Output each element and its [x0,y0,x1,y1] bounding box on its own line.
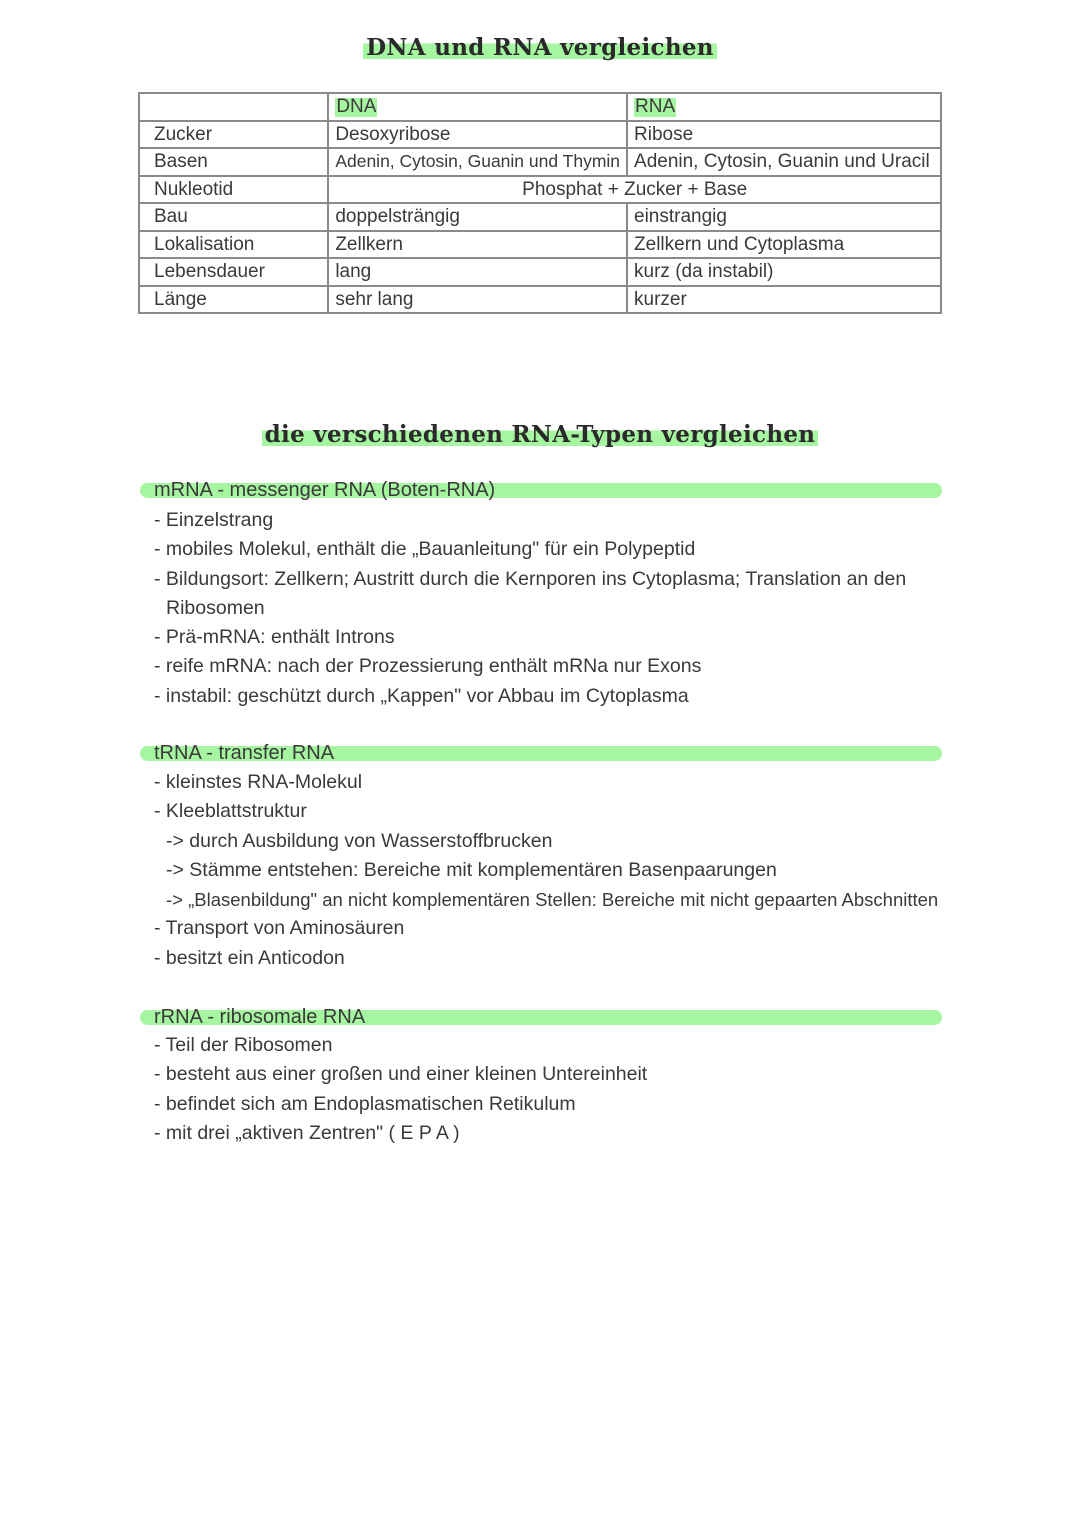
table-cell: Desoxyribose [328,121,627,149]
table-cell: Zellkern [328,231,627,259]
list-item: - reife mRNA: nach der Prozessierung enthält mRNa nur Exons [154,655,702,678]
table-cell: kurz (da instabil) [627,258,941,286]
list-item: - Bildungsort: Zellkern; Austritt durch die Kernporen ins Cytoplasma; Translation an den [154,567,907,590]
table-row [139,148,941,176]
row-label: Zucker [139,121,328,149]
table-cell: Ribose [627,121,941,149]
mrna-heading: mRNA - messenger RNA (Boten-RNA) [154,479,496,501]
table-row [139,286,941,314]
page-title-text: DNA und RNA vergleichen [363,34,717,61]
table-cell: kurzer [627,286,941,314]
list-item: - mit drei „aktiven Zentren" ( E P A ) [154,1121,460,1144]
row-label: Lokalisation [139,231,328,259]
table-cell: doppelsträngig [328,203,627,231]
section-title-text: die verschiedenen RNA-Typen vergleichen [262,421,819,448]
table-header-row [139,93,941,121]
list-item: - besteht aus einer großen und einer kleinen Untereinheit [154,1063,648,1086]
table-cell: Adenin, Cytosin, Guanin und Thymin [328,148,627,176]
list-item: - besitzt ein Anticodon [154,946,345,969]
rrna-heading: rRNA - ribosomale RNA [154,1006,366,1028]
table-cell: lang [328,258,627,286]
list-item: -> „Blasenbildung" an nicht komplementären Stellen: Bereiche mit nicht gepaarten Abschnitten [166,889,939,911]
table-cell: Adenin, Cytosin, Guanin und Uracil [627,148,941,176]
list-item: - Teil der Ribosomen [154,1034,333,1056]
table-row [139,176,941,204]
page-title [0,34,1080,61]
table-row [139,203,941,231]
list-item: - Kleeblattstruktur [154,800,307,823]
comparison-table [138,92,942,314]
list-item: - kleinstes RNA-Molekul [154,771,363,793]
trna-heading: tRNA - transfer RNA [154,742,335,764]
table-row [139,121,941,149]
section-title [0,421,1080,448]
mrna-list [154,506,906,711]
row-label: Nukleotid [139,176,328,204]
list-item: - befindet sich am Endoplasmatischen Retikulum [154,1092,576,1115]
row-label: Bau [139,203,328,231]
list-item: - Transport von Aminosäuren [154,917,405,940]
table-cell: sehr lang [328,286,627,314]
list-item: - Prä-mRNA: enthält Introns [154,626,395,649]
table-header-cell [627,93,941,121]
table-cell: Zellkern und Cytoplasma [627,231,941,259]
table-row [139,231,941,259]
row-label: Länge [139,286,328,314]
list-item: -> Stämme entstehen: Bereiche mit komplementären Basenpaarungen [166,858,777,881]
row-label: Lebensdauer [139,258,328,286]
header-rna: RNA [635,96,676,118]
list-item: - mobiles Molekul, enthält die „Bauanleitung" für ein Polypeptid [154,538,696,561]
list-item: -> durch Ausbildung von Wasserstoffbrucken [166,829,553,852]
list-item: Ribosomen [166,596,265,619]
header-dna: DNA [336,96,377,118]
row-label: Basen [139,148,328,176]
list-item: - Einzelstrang [154,509,274,531]
table-cell: einstrangig [627,203,941,231]
table-header-cell [139,93,328,121]
rrna-list [154,1031,647,1148]
trna-list [154,768,938,973]
table-row [139,258,941,286]
table-cell-merged: Phosphat + Zucker + Base [328,176,941,204]
list-item: - instabil: geschützt durch „Kappen" vor Abbau im Cytoplasma [154,684,689,707]
table-header-cell [328,93,627,121]
